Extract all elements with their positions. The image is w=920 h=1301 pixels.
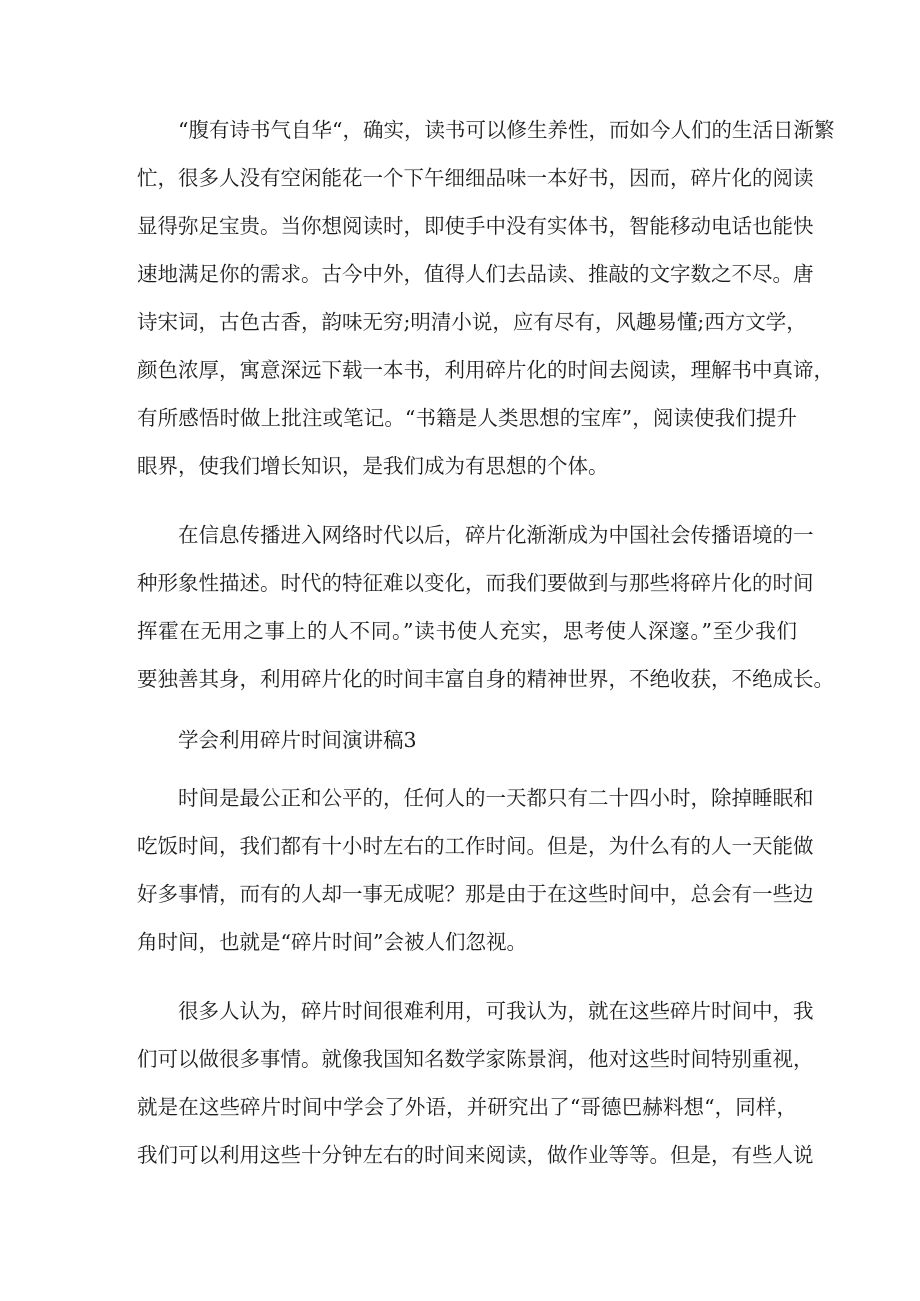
text-line: 眼界，使我们增长知识，是我们成为有思想的个体。	[137, 454, 609, 478]
text-line: 有所感悟时做上批注或笔记。“书籍是人类思想的宝库”，阅读使我们提升	[137, 406, 797, 430]
text-line: 吃饭时间，我们都有十小时左右的工作时间。但是，为什么有的人一天能做	[137, 834, 814, 858]
text-line: 种形象性描述。时代的特征难以变化，而我们要做到与那些将碎片化的时间	[137, 571, 814, 595]
text-line: 在信息传播进入网络时代以后，碎片化渐渐成为中国社会传播语境的一	[178, 523, 814, 547]
text-line: 时间是最公正和公平的，任何人的一天都只有二十四小时，除掉睡眠和	[178, 786, 814, 810]
text-line: 我们可以利用这些十分钟左右的时间来阅读，做作业等等。但是，有些人说	[137, 1143, 814, 1167]
text-line: “腹有诗书气自华“，确实，读书可以修生养性，而如今人们的生活日渐繁	[178, 118, 835, 142]
text-line: 挥霍在无用之事上的人不同。”读书使人充实，思考使人深邃。”至少我们	[137, 619, 797, 643]
text-line: 忙，很多人没有空闲能花一个下午细细品味一本好书，因而，碎片化的阅读	[137, 166, 814, 190]
text-line: 速地满足你的需求。古今中外，值得人们去品读、推敲的文字数之不尽。唐	[137, 262, 814, 286]
section-heading: 学会利用碎片时间演讲稿3	[178, 728, 417, 752]
text-line: 要独善其身，利用碎片化的时间丰富自身的精神世界，不绝收获，不绝成长。	[137, 667, 834, 691]
text-line: 诗宋词，古色古香，韵味无穷;明清小说，应有尽有，风趣易懂;西方文学，	[137, 310, 807, 334]
text-line: 很多人认为，碎片时间很难利用，可我认为，就在这些碎片时间中，我	[178, 999, 814, 1023]
text-line: 们可以做很多事情。就像我国知名数学家陈景润，他对这些时间特别重视，	[137, 1047, 814, 1071]
text-line: 显得弥足宝贵。当你想阅读时，即使手中没有实体书，智能移动电话也能快	[137, 214, 814, 238]
text-line: 角时间，也就是“碎片时间”会被人们忽视。	[137, 930, 527, 954]
text-line: 好多事情，而有的人却一事无成呢？那是由于在这些时间中，总会有一些边	[137, 882, 814, 906]
text-line: 颜色浓厚，寓意深远下载一本书，利用碎片化的时间去阅读，理解书中真谛，	[137, 358, 834, 382]
text-line: 就是在这些碎片时间中学会了外语，并研究出了“哥德巴赫料想“，同样，	[137, 1095, 797, 1119]
